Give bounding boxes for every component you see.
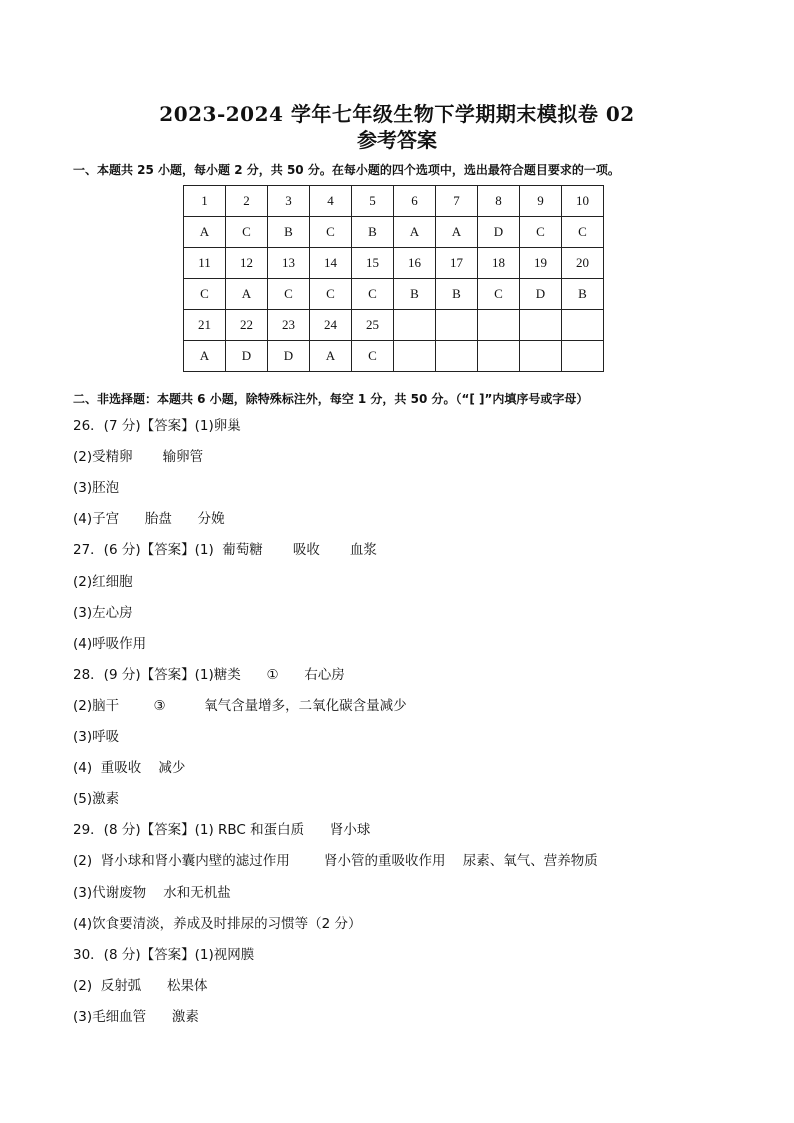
answer-line: 27．(6 分)【答案】(1) 葡萄糖 吸收 血浆 (73, 542, 377, 559)
table-cell: 25 (352, 310, 394, 341)
answer-line: (4)呼吸作用 (73, 635, 147, 652)
answer-line: 30．(8 分)【答案】(1)视网膜 (73, 946, 255, 963)
answer-line: (3)左心房 (73, 604, 133, 621)
table-cell: D (520, 279, 562, 310)
answer-line: 29．(8 分)【答案】(1) RBC 和蛋白质 肾小球 (73, 822, 371, 839)
table-cell: 9 (520, 186, 562, 217)
answer-line: (3)代谢废物 水和无机盐 (73, 884, 231, 901)
table-cell: C (478, 279, 520, 310)
table-cell: 23 (268, 310, 310, 341)
table-row (184, 341, 604, 372)
table-cell: D (478, 217, 520, 248)
table-cell: B (268, 217, 310, 248)
table-cell: D (226, 341, 268, 372)
table-cell: A (310, 341, 352, 372)
table-row (184, 310, 604, 341)
answer-line: (2)脑干 ③ 氧气含量增多，二氧化碳含量减少 (73, 697, 407, 714)
table-cell: 11 (184, 248, 226, 279)
table-row (184, 279, 604, 310)
table-cell: 18 (478, 248, 520, 279)
answer-line: (3)胚泡 (73, 480, 120, 497)
section-1-heading: 一、本题共 25 小题，每小题 2 分，共 50 分。在每小题的四个选项中，选出最符合题目要求的一项。 (73, 163, 620, 177)
table-cell: 4 (310, 186, 352, 217)
answer-line: (4)饮食要清淡，养成及时排尿的习惯等（2 分） (73, 915, 362, 932)
page-subtitle: 参考答案 (357, 128, 437, 152)
table-cell (436, 341, 478, 372)
answer-line: (2) 肾小球和肾小囊内壁的滤过作用 肾小管的重吸收作用 尿素、氧气、营养物质 (73, 853, 598, 870)
table-cell: 14 (310, 248, 352, 279)
table-cell: 8 (478, 186, 520, 217)
table-cell: A (436, 217, 478, 248)
table-cell (562, 341, 604, 372)
table-cell: B (394, 279, 436, 310)
table-cell: 19 (520, 248, 562, 279)
table-cell: B (436, 279, 478, 310)
table-cell: 6 (394, 186, 436, 217)
table-cell: 3 (268, 186, 310, 217)
table-cell (394, 341, 436, 372)
answer-line: (2)受精卵 输卵管 (73, 449, 204, 466)
section-2-heading: 二、非选择题：本题共 6 小题，除特殊标注外，每空 1 分，共 50 分。（“[ ]”内填序号或字母） (73, 392, 589, 406)
table-cell: C (352, 279, 394, 310)
page-title: 2023-2024 学年七年级生物下学期期末模拟卷 02 (159, 102, 635, 126)
table-cell: C (310, 279, 352, 310)
table-cell (520, 310, 562, 341)
table-cell: 12 (226, 248, 268, 279)
answer-line: (3)毛细血管 激素 (73, 1008, 199, 1025)
table-cell: 5 (352, 186, 394, 217)
table-cell: 10 (562, 186, 604, 217)
table-cell (520, 341, 562, 372)
table-row (184, 248, 604, 279)
table-cell: C (226, 217, 268, 248)
table-cell: C (310, 217, 352, 248)
answer-line: (2) 反射弧 松果体 (73, 977, 208, 994)
table-cell: 16 (394, 248, 436, 279)
table-cell (394, 310, 436, 341)
answer-line: (3)呼吸 (73, 729, 120, 745)
table-cell: B (562, 279, 604, 310)
table-cell (436, 310, 478, 341)
table-cell: A (184, 217, 226, 248)
answer-line: (2)红细胞 (73, 573, 133, 590)
answer-line: (4)子宫 胎盘 分娩 (73, 511, 225, 528)
table-cell: C (184, 279, 226, 310)
answer-line: 26．(7 分)【答案】(1)卵巢 (73, 418, 241, 434)
table-row (184, 186, 604, 217)
table-cell: 20 (562, 248, 604, 279)
table-cell: 2 (226, 186, 268, 217)
answer-line: (5)激素 (73, 791, 120, 808)
table-cell: 22 (226, 310, 268, 341)
table-row (184, 217, 604, 248)
answer-line: 28．(9 分)【答案】(1)糖类 ① 右心房 (73, 666, 345, 683)
table-cell (562, 310, 604, 341)
table-cell: 24 (310, 310, 352, 341)
table-cell: B (352, 217, 394, 248)
table-cell: C (268, 279, 310, 310)
answer-table (183, 185, 604, 372)
table-cell (478, 310, 520, 341)
table-cell: 7 (436, 186, 478, 217)
table-cell (478, 341, 520, 372)
table-cell: 1 (184, 186, 226, 217)
table-cell: C (352, 341, 394, 372)
table-cell: C (520, 217, 562, 248)
table-cell: 13 (268, 248, 310, 279)
table-cell: 17 (436, 248, 478, 279)
table-cell: A (184, 341, 226, 372)
table-cell: 21 (184, 310, 226, 341)
table-cell: 15 (352, 248, 394, 279)
table-cell: C (562, 217, 604, 248)
table-cell: A (226, 279, 268, 310)
table-cell: D (268, 341, 310, 372)
table-cell: A (394, 217, 436, 248)
answer-line: (4) 重吸收 减少 (73, 760, 186, 777)
